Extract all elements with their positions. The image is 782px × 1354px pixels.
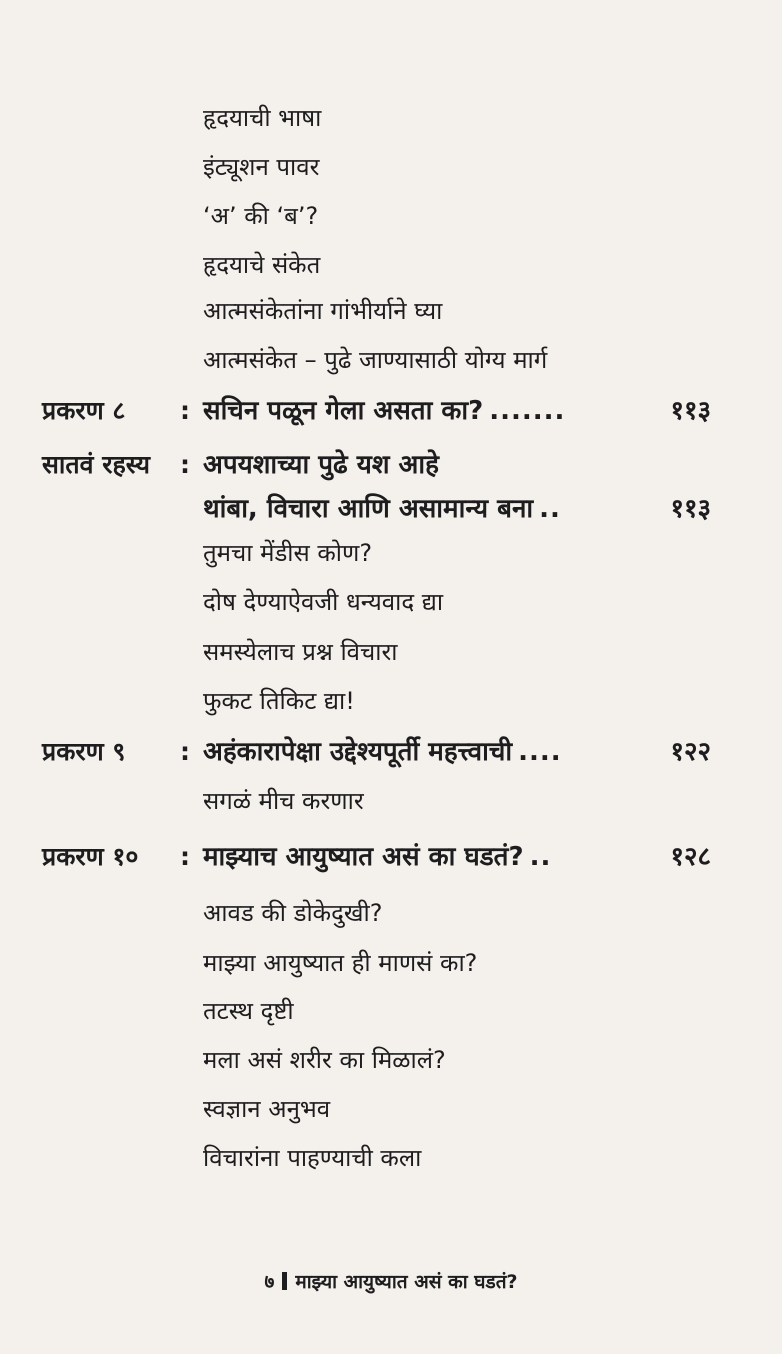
chapter-9-colon: : — [180, 737, 190, 766]
chapter-8-entry — [203, 395, 711, 427]
chapter-9-label: प्रकरण ९ — [42, 737, 126, 766]
chapter-10-colon: : — [180, 842, 190, 871]
toc-subitem: तुमचा मेंडीस कोण? — [203, 539, 373, 567]
toc-subitem: आवड की डोकेदुखी? — [203, 899, 383, 927]
leader-dots: .. — [539, 494, 561, 524]
page-footer — [0, 1270, 782, 1294]
chapter-9-title: अहंकारापेक्षा उद्देश्यपूर्ती महत्त्वाची — [203, 737, 513, 767]
chapter-8-page: ११३ — [670, 396, 711, 426]
secret-7-title: अपयशाच्या पुढे यश आहे — [203, 450, 439, 480]
toc-subitem: तटस्थ दृष्टी — [203, 997, 294, 1025]
secret-7-colon: : — [180, 450, 190, 479]
toc-subitem: आत्मसंकेतांना गांभीर्याने घ्या — [203, 297, 443, 325]
secret-7-title-line1 — [203, 449, 711, 481]
toc-subitem: समस्येलाच प्रश्न विचारा — [203, 638, 398, 666]
chapter-10-entry — [203, 841, 711, 873]
toc-subitem: आत्मसंकेत – पुढे जाण्यासाठी योग्य मार्ग — [203, 346, 548, 374]
leader-dots: ....... — [489, 396, 566, 426]
secret-7-page: ११३ — [670, 494, 711, 524]
secret-7-label: सातवं रहस्य — [42, 450, 150, 479]
toc-subitem: हृदयाचे संकेत — [203, 251, 321, 279]
chapter-10-label: प्रकरण १० — [42, 842, 139, 871]
toc-subitem: ‘अ’ की ‘ब’? — [203, 202, 319, 230]
chapter-10-title: माझ्याच आयुष्यात असं का घडतं? — [203, 842, 524, 872]
leader-dots: .... — [518, 737, 562, 767]
chapter-8-colon: : — [180, 396, 190, 425]
separator-bar — [282, 1272, 287, 1290]
toc-subitem: स्वज्ञान अनुभव — [203, 1095, 331, 1123]
page-number: ७ — [264, 1271, 275, 1293]
secret-7-title-line2: थांबा, विचारा आणि असामान्य बना — [203, 494, 534, 524]
running-title: माझ्या आयुष्यात असं का घडतं? — [295, 1271, 518, 1293]
toc-subitem: इंट्यूशन पावर — [203, 153, 320, 181]
toc-subitem: सगळं मीच करणार — [203, 787, 364, 815]
chapter-10-page: १२८ — [670, 842, 711, 872]
chapter-9-entry — [203, 736, 711, 768]
toc-subitem: माझ्या आयुष्यात ही माणसं का? — [203, 949, 478, 977]
toc-subitem: मला असं शरीर का मिळालं? — [203, 1046, 446, 1074]
secret-7-entry — [203, 493, 711, 525]
chapter-9-page: १२२ — [670, 737, 711, 767]
toc-subitem: फुकट तिकिट द्या! — [203, 687, 355, 715]
toc-subitem: विचारांना पाहण्याची कला — [203, 1144, 422, 1172]
chapter-8-title: सचिन पळून गेला असता का? — [203, 396, 484, 426]
chapter-8-label: प्रकरण ८ — [42, 396, 126, 425]
leader-dots: .. — [529, 842, 552, 872]
toc-subitem: दोष देण्याऐवजी धन्यवाद द्या — [203, 588, 444, 616]
toc-subitem: हृदयाची भाषा — [203, 104, 322, 132]
